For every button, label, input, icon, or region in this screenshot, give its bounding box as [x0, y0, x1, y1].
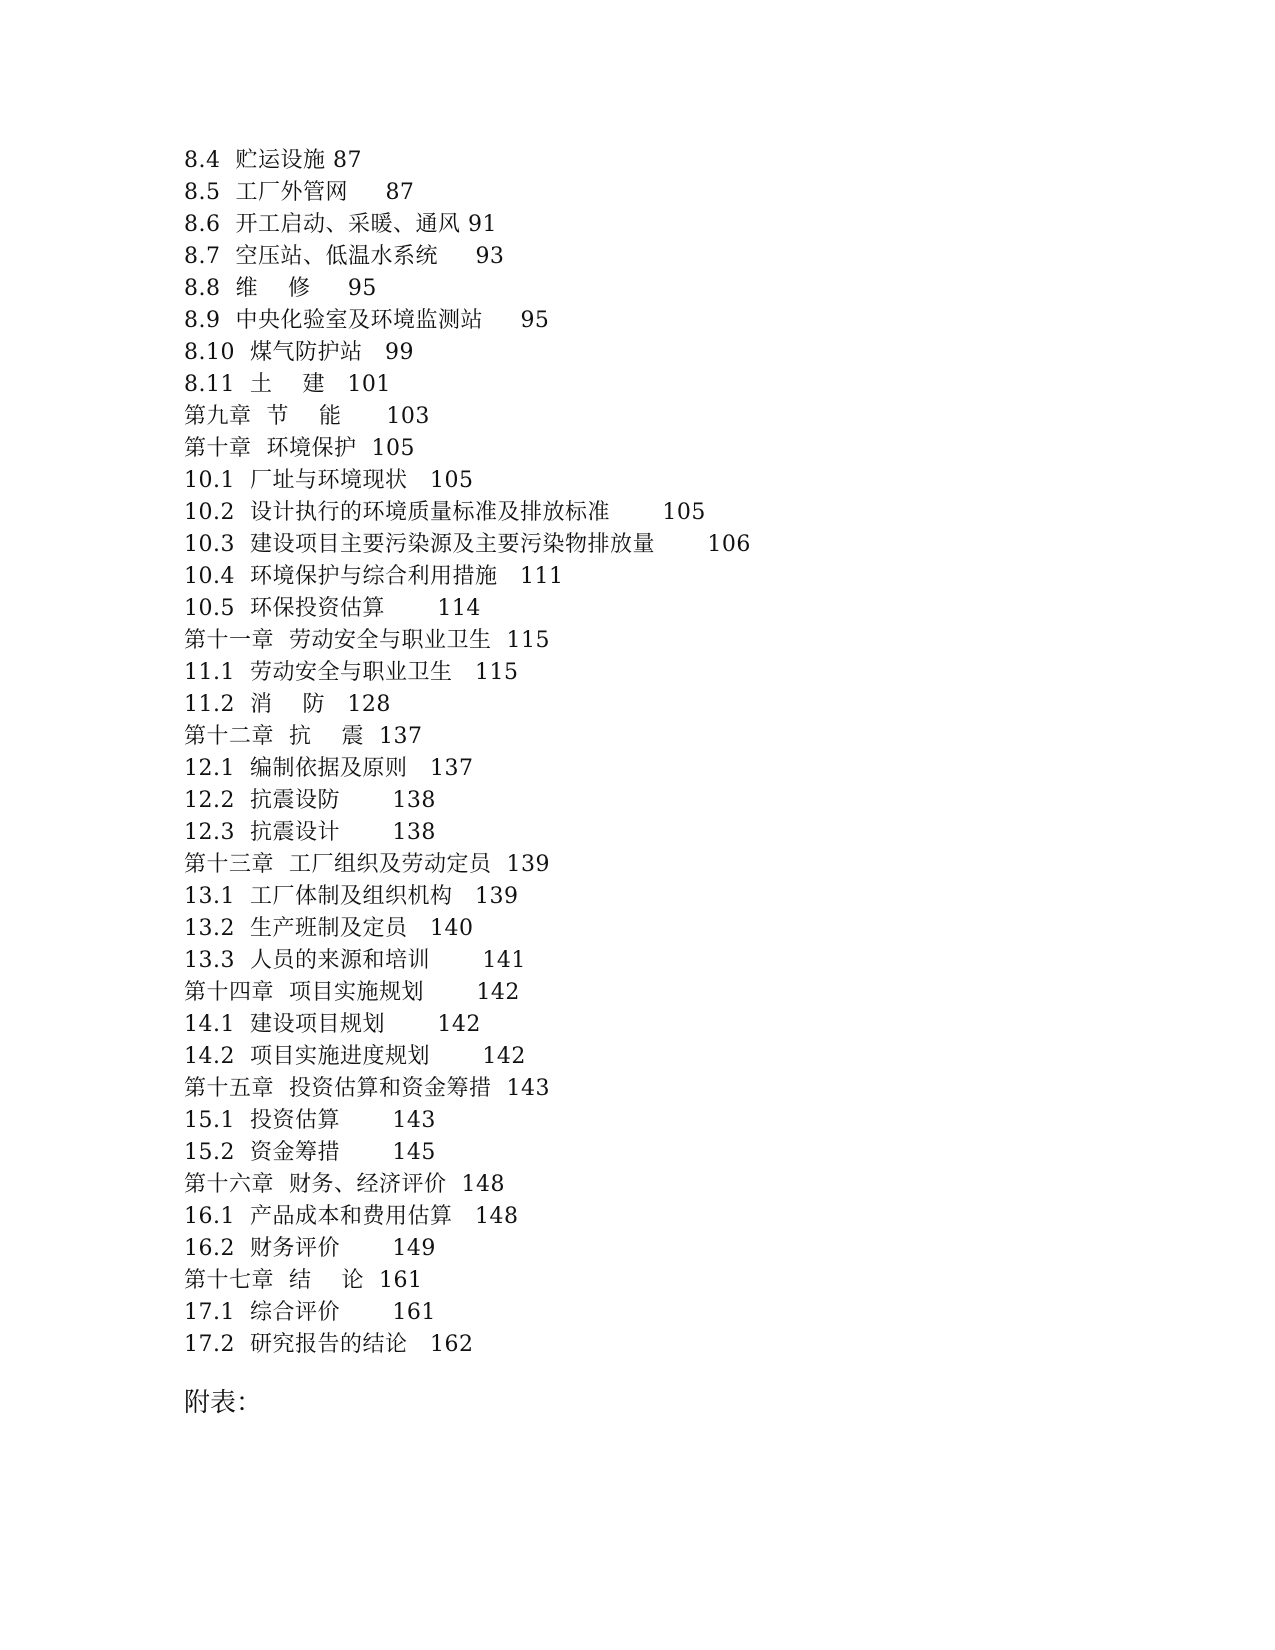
toc-entry — [184, 145, 1084, 177]
toc-entry-text: 第十一章 劳动安全与职业卫生 115 — [184, 628, 550, 653]
toc-entry — [184, 593, 1084, 625]
toc-entry — [184, 1009, 1084, 1041]
toc-chapter-entry — [184, 625, 1084, 657]
toc-entry-text: 14.1 建设项目规划 142 — [184, 1012, 481, 1037]
toc-entry-text: 8.4 贮运设施 87 — [184, 148, 362, 173]
toc-entry-text: 8.6 开工启动、采暖、通风 91 — [184, 212, 497, 237]
toc-entry-text: 10.1 厂址与环境现状 105 — [184, 468, 474, 493]
toc-entry-text: 14.2 项目实施进度规划 142 — [184, 1044, 526, 1069]
toc-entry — [184, 465, 1084, 497]
toc-entry-text: 第十七章 结 论 161 — [184, 1268, 423, 1293]
toc-entry-text: 12.2 抗震设防 138 — [184, 788, 436, 813]
toc-entry — [184, 913, 1084, 945]
toc-entry — [184, 817, 1084, 849]
toc-entry — [184, 785, 1084, 817]
table-of-contents — [184, 145, 1084, 1361]
toc-entry — [184, 1297, 1084, 1329]
toc-entry-text: 12.3 抗震设计 138 — [184, 820, 436, 845]
toc-entry-text: 13.1 工厂体制及组织机构 139 — [184, 884, 519, 909]
toc-entry-text: 8.10 煤气防护站 99 — [184, 340, 414, 365]
toc-entry-text: 第十四章 项目实施规划 142 — [184, 980, 520, 1005]
toc-entry-text: 第十二章 抗 震 137 — [184, 724, 423, 749]
toc-entry-text: 16.2 财务评价 149 — [184, 1236, 436, 1261]
toc-chapter-entry — [184, 721, 1084, 753]
toc-entry-text: 15.1 投资估算 143 — [184, 1108, 436, 1133]
toc-entry — [184, 657, 1084, 689]
toc-entry-text: 10.5 环保投资估算 114 — [184, 596, 481, 621]
toc-entry-text: 11.2 消 防 128 — [184, 692, 391, 717]
toc-entry — [184, 337, 1084, 369]
toc-entry-text: 第十章 环境保护 105 — [184, 436, 415, 461]
toc-entry — [184, 241, 1084, 273]
toc-entry — [184, 273, 1084, 305]
toc-entry — [184, 369, 1084, 401]
toc-entry — [184, 305, 1084, 337]
toc-entry-text: 8.9 中央化验室及环境监测站 95 — [184, 308, 550, 333]
toc-entry — [184, 1233, 1084, 1265]
toc-chapter-entry — [184, 977, 1084, 1009]
toc-entry-text: 8.11 土 建 101 — [184, 372, 391, 397]
toc-entry — [184, 1201, 1084, 1233]
toc-entry — [184, 945, 1084, 977]
toc-entry — [184, 1137, 1084, 1169]
toc-chapter-entry — [184, 433, 1084, 465]
toc-entry — [184, 1105, 1084, 1137]
toc-entry-text: 17.2 研究报告的结论 162 — [184, 1332, 474, 1357]
toc-chapter-entry — [184, 401, 1084, 433]
toc-entry-text: 13.3 人员的来源和培训 141 — [184, 948, 526, 973]
toc-chapter-entry — [184, 1265, 1084, 1297]
toc-entry-text: 10.4 环境保护与综合利用措施 111 — [184, 564, 564, 589]
toc-entry-text: 第十六章 财务、经济评价 148 — [184, 1172, 505, 1197]
toc-chapter-entry — [184, 849, 1084, 881]
toc-entry — [184, 881, 1084, 913]
toc-entry — [184, 177, 1084, 209]
toc-entry — [184, 497, 1084, 529]
toc-entry-text: 第十三章 工厂组织及劳动定员 139 — [184, 852, 550, 877]
toc-entry — [184, 1041, 1084, 1073]
toc-entry-text: 8.7 空压站、低温水系统 93 — [184, 244, 505, 269]
toc-entry — [184, 529, 1084, 561]
toc-entry — [184, 689, 1084, 721]
toc-entry-text: 10.2 设计执行的环境质量标准及排放标准 105 — [184, 500, 706, 525]
toc-entry-text: 8.5 工厂外管网 87 — [184, 180, 415, 205]
toc-entry — [184, 209, 1084, 241]
appendix-heading: 附表： — [184, 1388, 263, 1418]
toc-entry-text: 10.3 建设项目主要污染源及主要污染物排放量 106 — [184, 532, 751, 557]
toc-entry-text: 15.2 资金筹措 145 — [184, 1140, 436, 1165]
toc-entry-text: 11.1 劳动安全与职业卫生 115 — [184, 660, 519, 685]
toc-chapter-entry — [184, 1073, 1084, 1105]
toc-entry-text: 13.2 生产班制及定员 140 — [184, 916, 474, 941]
toc-chapter-entry — [184, 1169, 1084, 1201]
toc-entry-text: 12.1 编制依据及原则 137 — [184, 756, 474, 781]
toc-entry — [184, 561, 1084, 593]
toc-entry-text: 第十五章 投资估算和资金筹措 143 — [184, 1076, 550, 1101]
toc-entry-text: 第九章 节 能 103 — [184, 404, 430, 429]
toc-entry-text: 17.1 综合评价 161 — [184, 1300, 436, 1325]
toc-entry-text: 8.8 维 修 95 — [184, 276, 377, 301]
toc-entry — [184, 1329, 1084, 1361]
toc-entry-text: 16.1 产品成本和费用估算 148 — [184, 1204, 519, 1229]
toc-entry — [184, 753, 1084, 785]
